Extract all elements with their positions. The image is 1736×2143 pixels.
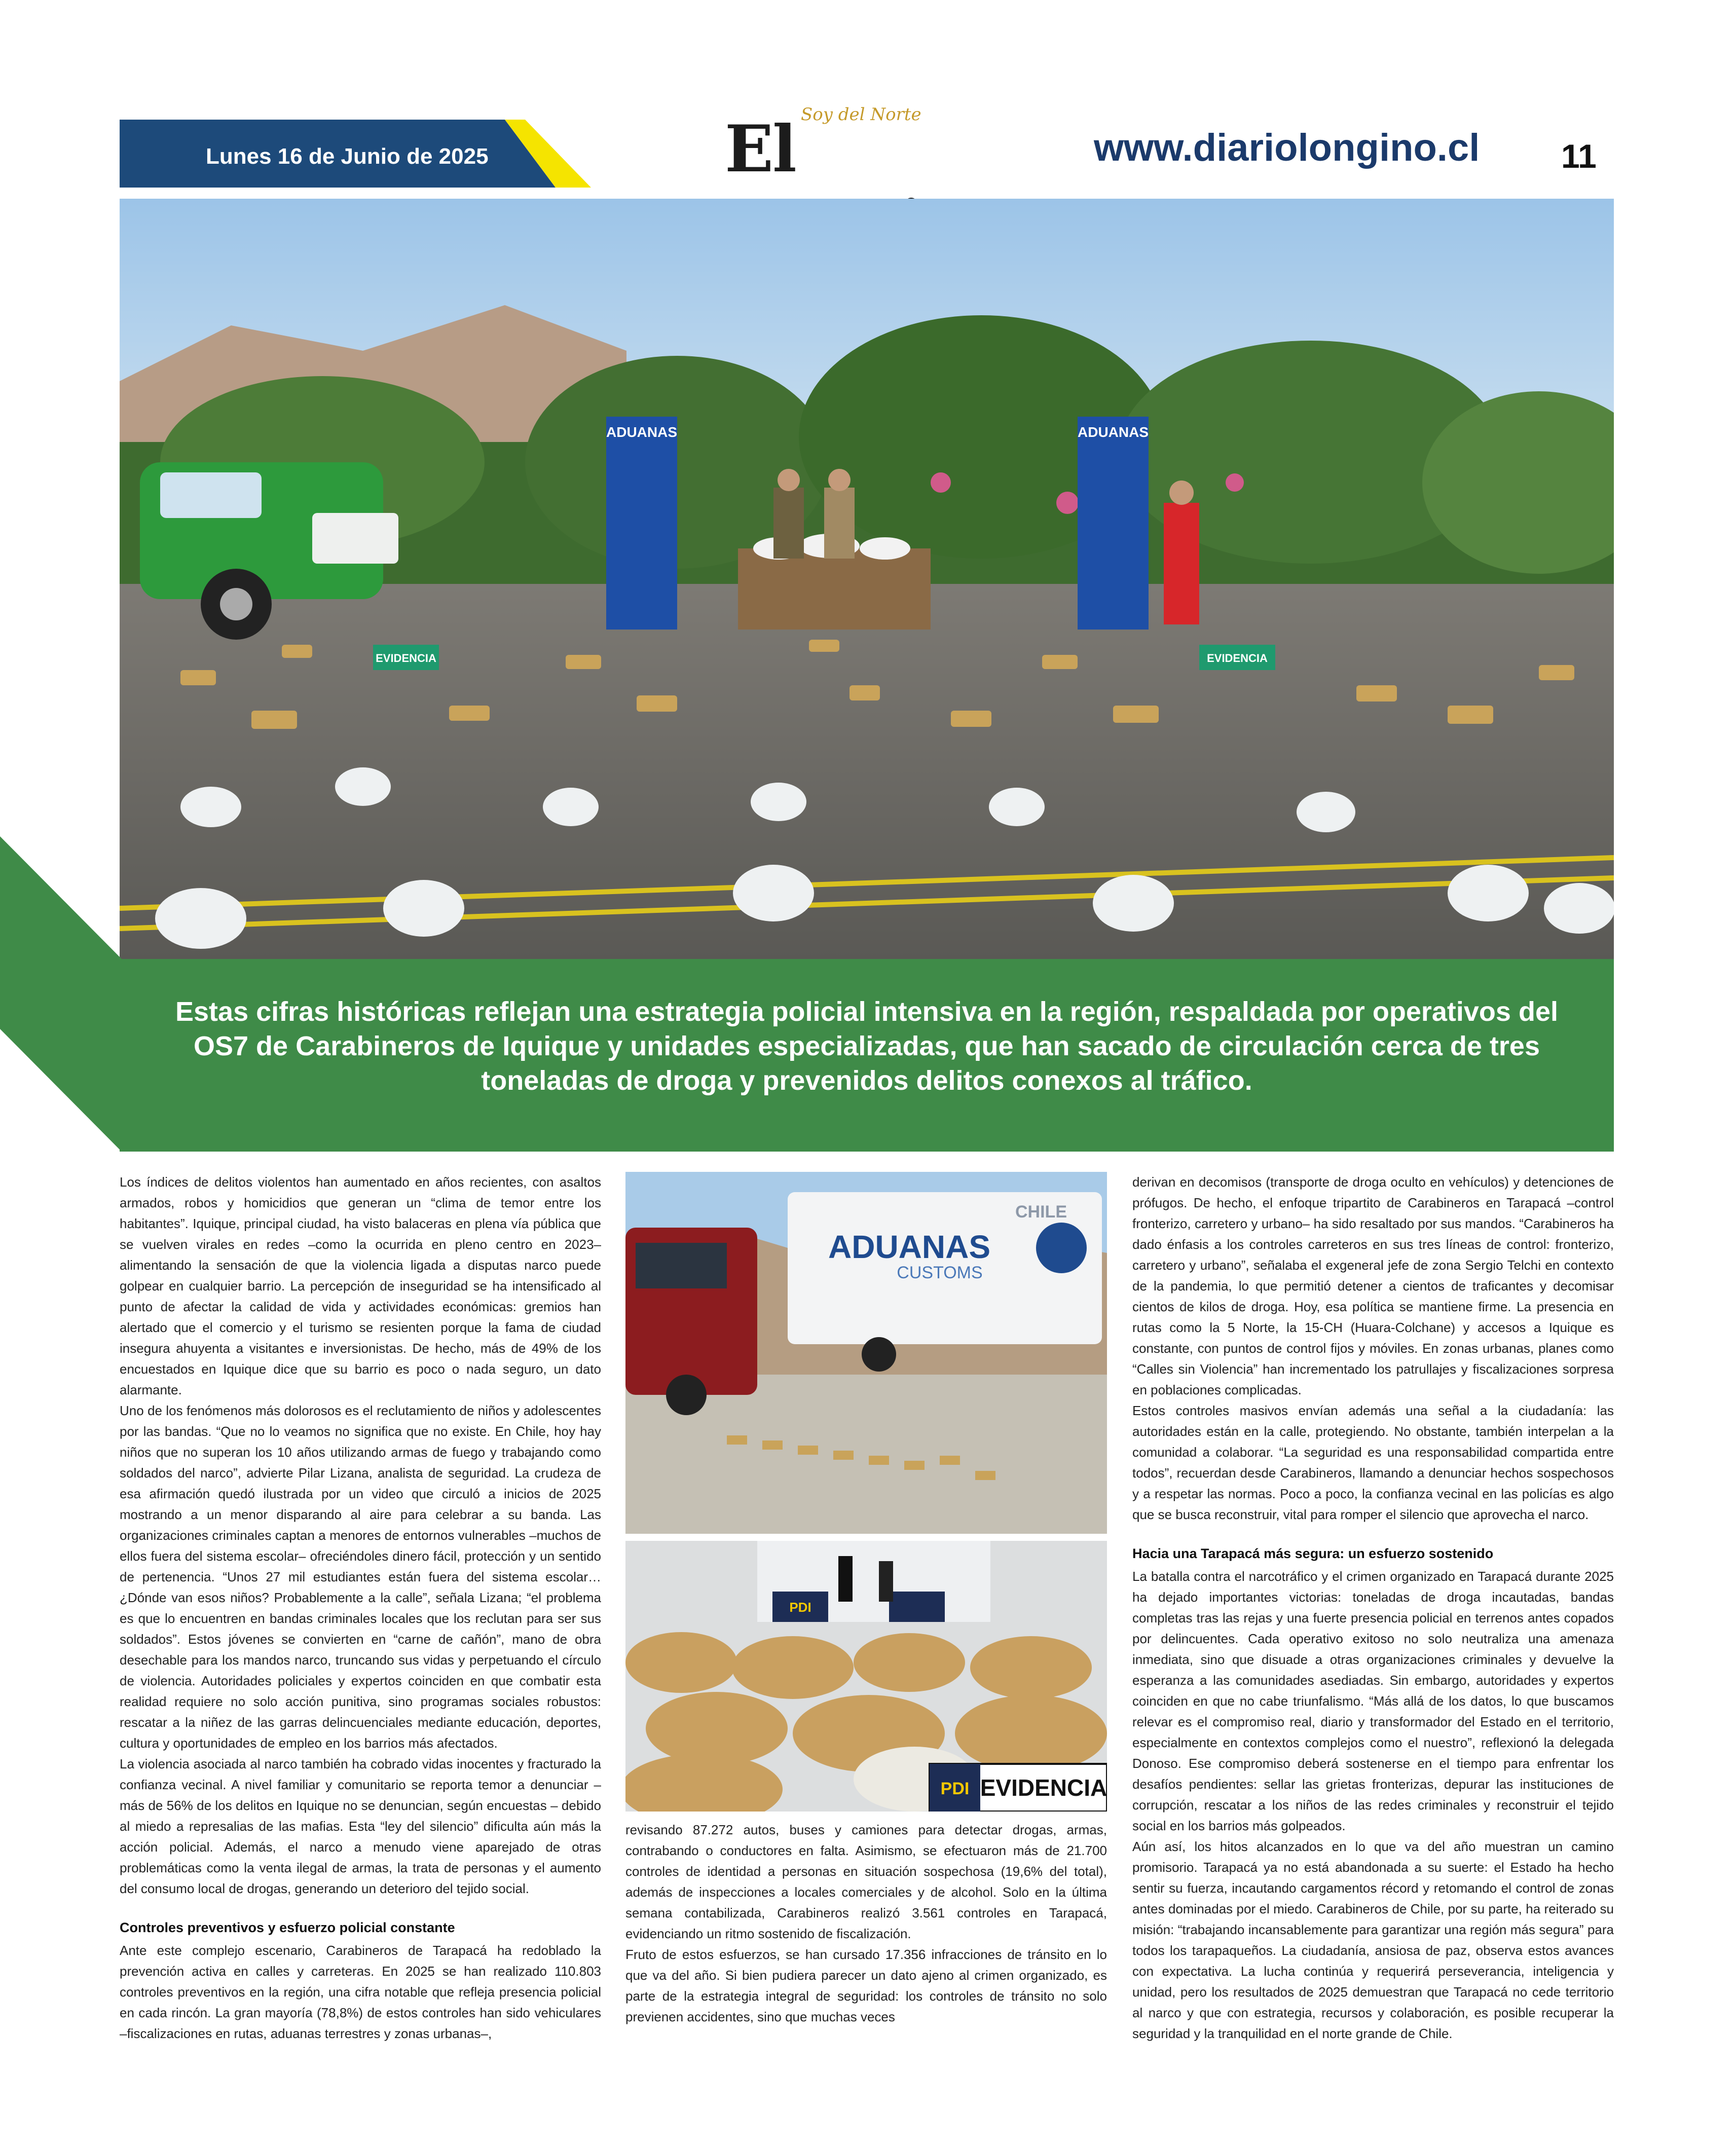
hero-photo (120, 199, 1614, 959)
banner-left-label: ADUANAS (606, 424, 677, 440)
paragraph: Uno de los fenómenos más dolorosos es el reclutamiento de niños y adolescentes por las bandas. “Que no lo veamos no significa que no existe. En Chile, hoy hay niños que no superan los 10 años utilizando armas de fuego y trabajando como soldados del narco”, advierte Pilar Lizana, analista de seguridad. La crudeza de esa afirmación quedó ilustrada por un video que circuló a inicios de 2025 mostrando a un menor disparando al aire para celebrar a su banda. Las organizaciones criminales captan a menores de entornos vulnerables –muchos de ellos fuera del sistema escolar– ofreciéndoles dinero fácil, protección y un sentido de pertenencia. “Unos 27 mil estudiantes están fuera del sistema escolar… ¿Dónde van esos niños? Probablemente a la calle”, señala Lizana; “el problema es que lo encuentren en bandas criminales locales que los reclutan para ser sus soldados”. Estos jóvenes se convierten en “carne de cañón”, mano de obra desechable para los mandos narco, truncando sus vidas y perpetuando el círculo de violencia. Autoridades policiales y expertos coinciden en que combatir esta realidad requiere no solo acción punitiva, sino programas sociales robustos: rescatar a la niñez de las garras delincuenciales mediante educación, deportes, cultura y oportunidades de empleo en los barrios más afectados. (120, 1403, 601, 1751)
paragraph: derivan en decomisos (transporte de droga oculto en vehículos) y detenciones de prófugos. De hecho, el enfoque tripartito de Carabineros en Tarapacá –control fronterizo, carretero y urbano– ha sido resaltado por sus mandos. “Carabineros ha dado énfasis a los controles carreteros en sus tres líneas de control: fronterizo, carretero y urbano”, señalaba el exgeneral jefe de zona Sergio Telchi en contexto de la pandemia, lo que permitió detener a cientos de traficantes y decomisar cientos de kilos de droga. Hoy, esa política se mantiene firme. La presencia en rutas como la 5 Norte, la 15-CH (Huara-Colchane) y accesos a Iquique es constante, con puntos de control fijos y móviles. En zonas urbanas, planes como “Calles sin Violencia” han incrementado los patrullajes y fiscalizaciones sorpresa en poblaciones complicadas. (1132, 1174, 1614, 1397)
paragraph: Los índices de delitos violentos han aumentado en años recientes, con asaltos armados, robos y homicidios que generan un “clima de temor entre los habitantes”. Iquique, principal ciudad, ha visto balaceras en plena vía pública que se vuelven virales en redes –como la ocurrida en pleno centro en 2023– alimentando la sensación de que la violencia ligada a disputas narco puede golpear en cualquier barrio. La percepción de inseguridad se ha intensificado al punto de afectar la calidad de vida y actividades económicas: gremios han alertado que el comercio y el turismo se resienten porque la fama de ciudad insegura ahuyenta a visitantes e inversionistas. De hecho, más de 49% de los encuestados en Iquique dice que su barrio es poco o nada seguro, un dato alarmante. (120, 1174, 601, 1397)
issue-date: Lunes 16 de Junio de 2025 (206, 144, 489, 169)
pdi-evidence-photo (625, 1541, 1107, 1812)
sign-left-label: EVIDENCIA (376, 652, 436, 664)
headline-text: Estas cifras históricas reflejan una estrategia policial intensiva en la región, respaldada por operativos del OS7 de Carabineros de Iquique y unidades especializadas, que han sacado de circulación cerca de tres toneladas de droga y prevenidos delitos conexos al tráfico. (175, 996, 1558, 1096)
subheading: Hacia una Tarapacá más segura: un esfuerzo sostenido (1132, 1546, 1494, 1561)
aduanas-banner-right (1078, 417, 1149, 630)
paragraph: La batalla contra el narcotráfico y el crimen organizado en Tarapacá durante 2025 ha dejado importantes victorias: toneladas de droga incautadas, bandas completas tras las rejas y una fuerte presencia policial en terrenos antes copados por delincuentes. Cada operativo exitoso no solo neutraliza una amenaza inmediata, sino que disuade a otras organizaciones criminales y devuelve la esperanza a las comunidades asediadas. Sin embargo, autoridades y expertos coinciden en que no cabe triunfalismo. “Más allá de los datos, lo que buscamos relevar es el compromiso real, diario y transformador del Estado en el territorio, especialmente en contextos complejos como el nuestro”, reflexionó la delegada Donoso. Ese compromiso deberá sostenerse en el tiempo para enfrentar los desafíos pendientes: sellar las grietas fronterizas, depurar las instituciones de corrupción, rescatar a los niños de las redes criminales y reconstruir el tejido social en los barrios más golpeados. (1132, 1569, 1614, 1833)
evidence-table (738, 548, 931, 630)
trailer-sub-label: CUSTOMS (897, 1263, 983, 1282)
aduanas-truck-illustration (625, 1172, 1107, 1534)
website-link[interactable]: www.diariolongino.cl (1094, 126, 1480, 169)
pdi-table-label: PDI (789, 1600, 811, 1615)
masthead-logo[interactable] (725, 101, 1059, 187)
subheading: Controles preventivos y esfuerzo policial constante (120, 1920, 455, 1935)
aduanas-shield-icon (1036, 1223, 1087, 1273)
evidence-sign (930, 1764, 1107, 1812)
official-figure (1164, 503, 1199, 624)
headline-band (120, 959, 1614, 1152)
paragraph: revisando 87.272 autos, buses y camiones para detectar drogas, armas, contrabando o conductores en falta. Asimismo, se efectuaron más de 21.700 controles de identidad a personas en situación sospechosa (19,6% del total), además de inspecciones a locales comerciales y de alcohol. Solo en la última semana contabilizada, Carabineros realizó 3.561 controles en Tarapacá, evidenciando un ritmo sostenido de fiscalización. (625, 1822, 1107, 1941)
trailer-top-label: CHILE (1015, 1202, 1067, 1222)
paragraph: La violencia asociada al narco también ha cobrado vidas inocentes y fracturado la confianza vecinal. A nivel familiar y comunitario se reporta temor a denunciar –más de 56% de los delitos en Iquique no se denuncian, según encuestas – debido al miedo a represalias de las mafias. Esta “ley del silencio” dificulta aún más la acción policial. Además, el narco a menudo viene aparejado de otras problemáticas como la venta ilegal de armas, la trata de personas y el aumento del consumo local de drogas, generando un deterioro del tejido social. (120, 1756, 601, 1896)
officer-figure (824, 488, 855, 559)
logo-name: El (725, 112, 796, 187)
trailer-label: ADUANAS (828, 1229, 990, 1265)
green-corner-accent (0, 836, 122, 1151)
article-column-2 (625, 1820, 1107, 2063)
article-column-1 (120, 1172, 601, 2041)
paragraph: Aún así, los hitos alcanzados en lo que va del año muestran un camino promisorio. Tarapacá ya no está abandonada a su suerte: el Estado ha hecho sentir su fuerza, incautando cargamentos récord y retomando el control de zonas antes dominadas por el miedo. Carabineros de Chile, por su parte, ha reiterado su misión: “trabajando incansablemente para garantizar una región más segura” para todos los tarapaqueños. La ciudadanía, ansiosa de paz, observa estos avances con expectativa. La lucha continúa y requerirá perseverancia, inteligencia y unidad, pero los resultados de 2025 demuestran que Tarapacá no cede territorio al narco y que con estrategia, recursos y colaboración, es posible recuperar la seguridad y la tranquilidad en el norte grande de Chile. (1132, 1839, 1614, 2041)
date-banner (120, 120, 591, 188)
page-number: 11 (1561, 137, 1597, 175)
aduanas-truck-photo (625, 1172, 1107, 1534)
evidence-sign-right (1199, 645, 1275, 670)
paragraph: Ante este complejo escenario, Carabineros de Tarapacá ha redoblado la prevención activa en calles y carreteras. En 2025 se han realizado 110.803 controles preventivos en la región, una cifra notable que refleja presencia policial en cada rincón. La gran mayoría (78,8%) de estos controles han sido vehiculares –fiscalizaciones en rutas, aduanas terrestres y zonas urbanas–, (120, 1943, 601, 2041)
hero-photo-illustration (120, 199, 1614, 959)
evidence-sign-left (373, 645, 439, 670)
paragraph: Estos controles masivos envían además una señal a la ciudadanía: las autoridades están en la calle, protegiendo. No obstante, también interpelan a la comunidad a colaborar. “La seguridad es una responsabilidad compartida entre todos”, recuerdan desde Carabineros, llamando a denunciar hechos sospechosos y a respetar las normas. Poco a poco, la confianza vecinal en las policías es algo que se busca reconstruir, vital para romper el silencio que aprovecha el narco. (1132, 1403, 1614, 1522)
banner-right-label: ADUANAS (1078, 424, 1149, 440)
sign-right-label: EVIDENCIA (1207, 652, 1268, 664)
evidence-label: EVIDENCIA (980, 1775, 1107, 1801)
pdi-evidence-illustration (625, 1541, 1107, 1812)
article-column-3 (1132, 1172, 1614, 2041)
officer-figure (773, 488, 804, 559)
evidence-badge: PDI (940, 1779, 970, 1798)
logo-tagline: Soy del Norte (801, 104, 921, 125)
aduanas-banner-left (606, 417, 677, 630)
paragraph: Fruto de estos esfuerzos, se han cursado 17.356 infracciones de tránsito en lo que va del año. Si bien pudiera parecer un dato ajeno al crimen organizado, es parte de la estrategia integral de seguridad: los controles de tránsito no solo previenen accidentes, sino que muchas veces (625, 1947, 1107, 2024)
